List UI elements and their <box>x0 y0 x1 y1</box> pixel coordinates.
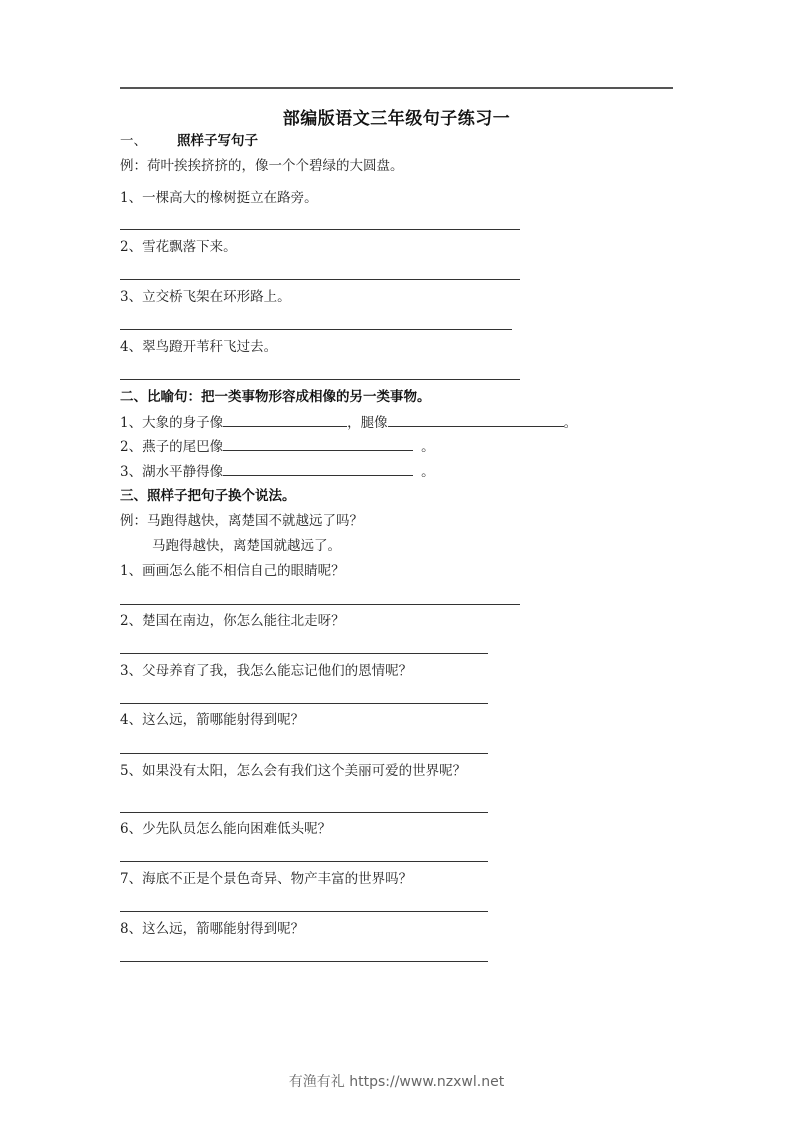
item-text: 。 <box>563 415 578 431</box>
section3-item-5: 5、如果没有太阳，怎么会有我们这个美丽可爱的世界呢？ <box>120 763 467 779</box>
section1-item-4: 4、翠鸟蹬开苇秆飞过去。 <box>120 339 278 355</box>
section2-heading: 二、比喻句：把一类事物形容成相像的另一类事物。 <box>120 389 431 405</box>
section3-item-2: 2、楚国在南边，你怎么能往北走呀？ <box>120 613 345 629</box>
footer-watermark: 有渔有礼 https://www.nzxwl.net <box>288 1074 505 1090</box>
answer-line[interactable] <box>120 279 520 280</box>
section1-heading <box>120 132 258 150</box>
item-text: 1、大象的身子像 <box>120 415 224 431</box>
section3-item-8: 8、这么远，箭哪能射得到呢？ <box>120 921 305 937</box>
section2-item-1 <box>120 412 577 432</box>
item-text: 3、湖水平静得像 <box>120 464 224 480</box>
answer-line[interactable] <box>120 753 488 754</box>
section3-item-4: 4、这么远，箭哪能射得到呢？ <box>120 712 305 728</box>
fill-blank[interactable] <box>223 461 413 476</box>
answer-line[interactable] <box>120 703 488 704</box>
section2-item-3 <box>120 461 435 481</box>
section1-item-2: 2、雪花飘落下来。 <box>120 239 237 255</box>
section3-example-1: 例：马跑得越快，离楚国不就越远了吗？ <box>120 513 363 529</box>
header-rule <box>120 87 673 89</box>
section3-example-2: 马跑得越快，离楚国就越远了。 <box>152 538 341 554</box>
answer-line[interactable] <box>120 329 512 330</box>
section3-item-6: 6、少先队员怎么能向困难低头呢？ <box>120 821 332 837</box>
item-text: ，腿像 <box>347 415 388 431</box>
fill-blank[interactable] <box>223 436 413 451</box>
page-title: 部编版语文三年级句子练习一 <box>282 109 511 129</box>
item-text: 。 <box>421 464 435 480</box>
section3-item-7: 7、海底不正是个景色奇异、物产丰富的世界吗？ <box>120 871 413 887</box>
section1-number: 一、 <box>120 133 147 149</box>
fill-blank[interactable] <box>388 412 564 427</box>
section1-item-3: 3、立交桥飞架在环形路上。 <box>120 289 291 305</box>
answer-line[interactable] <box>120 961 488 962</box>
section3-heading: 三、照样子把句子换个说法。 <box>120 488 296 504</box>
answer-line[interactable] <box>120 911 488 912</box>
section3-item-3: 3、父母养育了我，我怎么能忘记他们的恩情呢？ <box>120 663 413 679</box>
answer-line[interactable] <box>120 229 520 230</box>
item-text: 。 <box>421 439 435 455</box>
section1-item-1: 1、一棵高大的橡树挺立在路旁。 <box>120 190 318 206</box>
section1-title: 照样子写句子 <box>177 133 258 149</box>
section2-item-2 <box>120 436 435 456</box>
answer-line[interactable] <box>120 653 488 654</box>
section1-example: 例：荷叶挨挨挤挤的，像一个个碧绿的大圆盘。 <box>120 158 404 174</box>
answer-line[interactable] <box>120 861 488 862</box>
item-text: 2、燕子的尾巴像 <box>120 439 224 455</box>
answer-line[interactable] <box>120 604 520 605</box>
answer-line[interactable] <box>120 812 488 813</box>
answer-line[interactable] <box>120 379 520 380</box>
section3-item-1: 1、画画怎么能不相信自己的眼睛呢？ <box>120 563 345 579</box>
fill-blank[interactable] <box>223 412 347 427</box>
